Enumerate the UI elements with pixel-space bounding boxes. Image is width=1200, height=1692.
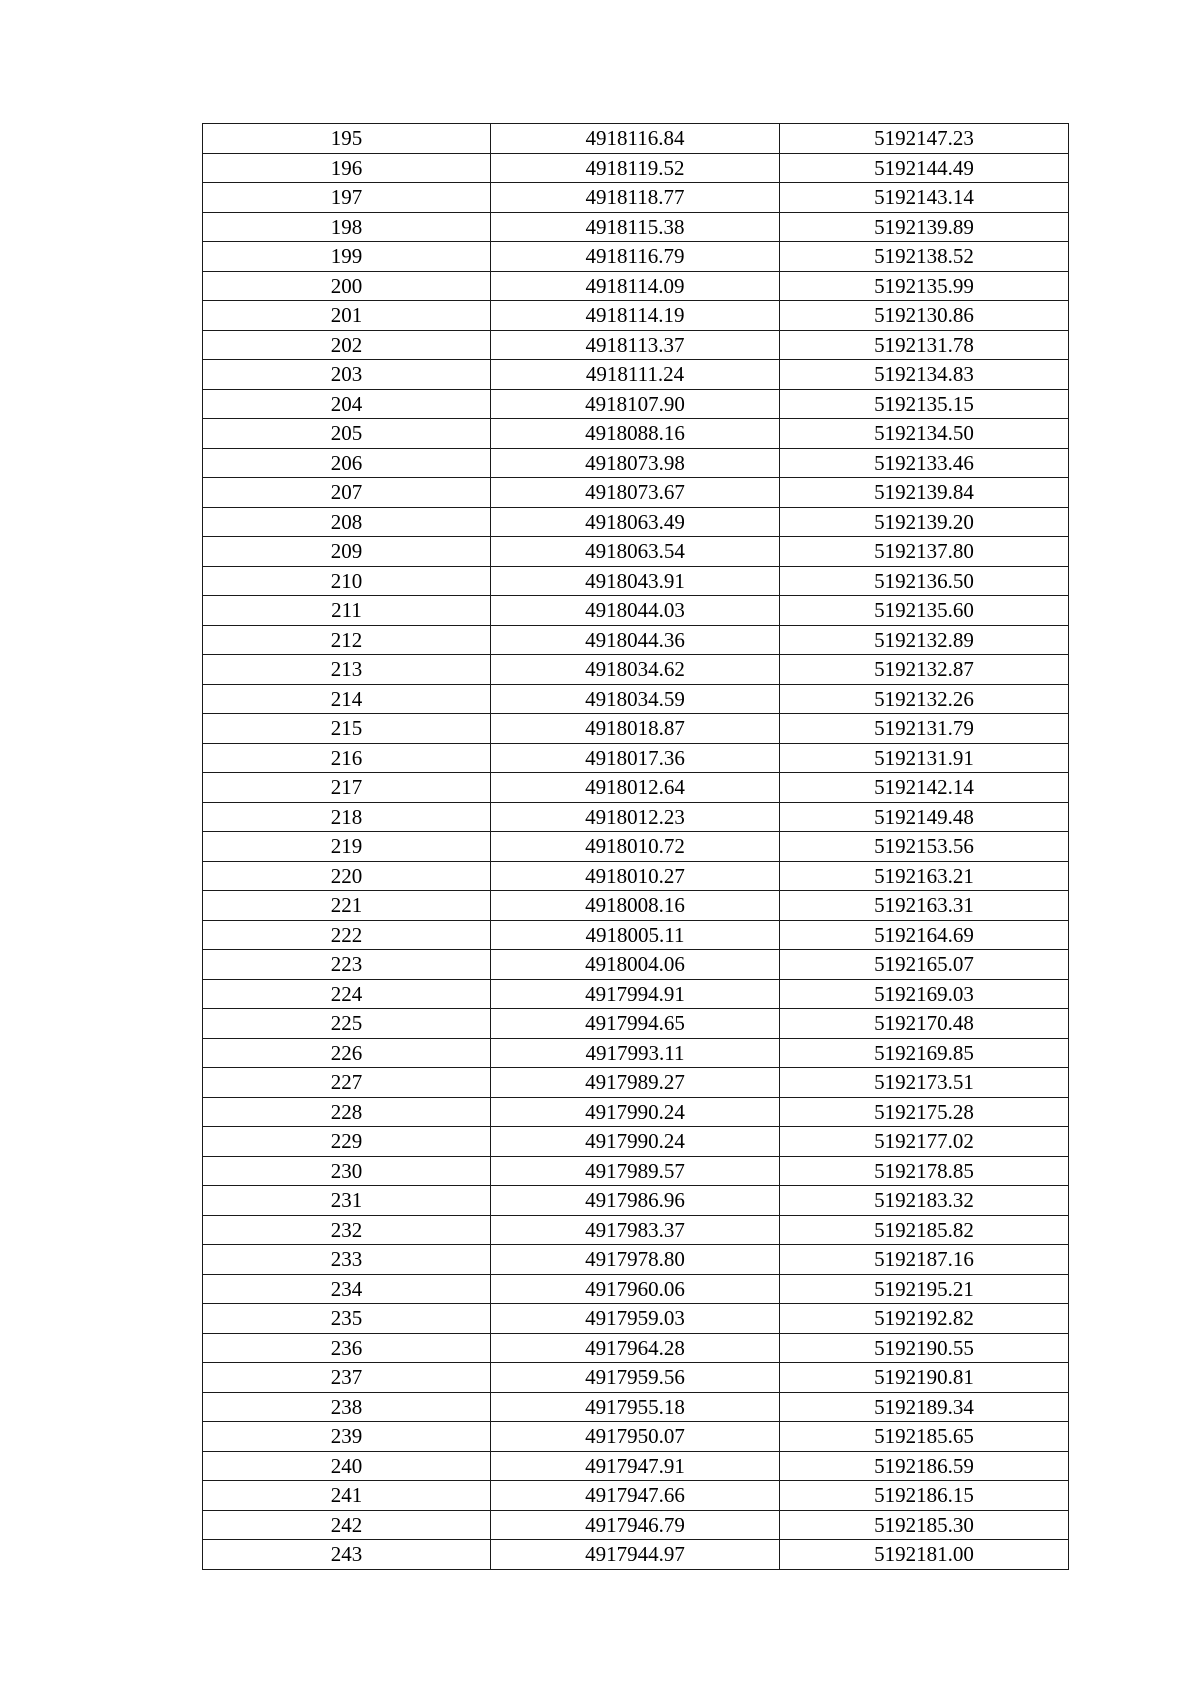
- y-coordinate-cell: 5192169.03: [780, 979, 1069, 1009]
- table-row: [203, 832, 1069, 862]
- table-row: [203, 360, 1069, 390]
- x-coordinate-cell: 4918063.54: [491, 537, 780, 567]
- y-coordinate-cell: 5192163.21: [780, 861, 1069, 891]
- y-coordinate-cell: 5192190.55: [780, 1333, 1069, 1363]
- table-row: [203, 1392, 1069, 1422]
- x-coordinate-cell: 4918114.09: [491, 271, 780, 301]
- y-coordinate-cell: 5192135.60: [780, 596, 1069, 626]
- table-row: [203, 655, 1069, 685]
- x-coordinate-cell: 4918119.52: [491, 153, 780, 183]
- table-row: [203, 1009, 1069, 1039]
- y-coordinate-cell: 5192132.89: [780, 625, 1069, 655]
- table-row: [203, 1274, 1069, 1304]
- point-number-cell: 237: [203, 1363, 491, 1393]
- x-coordinate-cell: 4918018.87: [491, 714, 780, 744]
- x-coordinate-cell: 4918005.11: [491, 920, 780, 950]
- x-coordinate-cell: 4917955.18: [491, 1392, 780, 1422]
- x-coordinate-cell: 4918017.36: [491, 743, 780, 773]
- y-coordinate-cell: 5192132.87: [780, 655, 1069, 685]
- y-coordinate-cell: 5192144.49: [780, 153, 1069, 183]
- y-coordinate-cell: 5192169.85: [780, 1038, 1069, 1068]
- table-row: [203, 537, 1069, 567]
- table-row: [203, 448, 1069, 478]
- point-number-cell: 226: [203, 1038, 491, 1068]
- x-coordinate-cell: 4918044.03: [491, 596, 780, 626]
- table-row: [203, 1186, 1069, 1216]
- point-number-cell: 222: [203, 920, 491, 950]
- point-number-cell: 241: [203, 1481, 491, 1511]
- point-number-cell: 216: [203, 743, 491, 773]
- point-number-cell: 229: [203, 1127, 491, 1157]
- table-row: [203, 271, 1069, 301]
- point-number-cell: 198: [203, 212, 491, 242]
- point-number-cell: 228: [203, 1097, 491, 1127]
- y-coordinate-cell: 5192139.84: [780, 478, 1069, 508]
- y-coordinate-cell: 5192181.00: [780, 1540, 1069, 1570]
- table-row: [203, 1481, 1069, 1511]
- table-row: [203, 153, 1069, 183]
- table-row: [203, 1451, 1069, 1481]
- point-number-cell: 236: [203, 1333, 491, 1363]
- x-coordinate-cell: 4918116.79: [491, 242, 780, 272]
- x-coordinate-cell: 4918111.24: [491, 360, 780, 390]
- table-row: [203, 183, 1069, 213]
- x-coordinate-cell: 4918118.77: [491, 183, 780, 213]
- point-number-cell: 205: [203, 419, 491, 449]
- table-row: [203, 1304, 1069, 1334]
- table-row: [203, 478, 1069, 508]
- y-coordinate-cell: 5192185.82: [780, 1215, 1069, 1245]
- x-coordinate-cell: 4918107.90: [491, 389, 780, 419]
- y-coordinate-cell: 5192185.65: [780, 1422, 1069, 1452]
- point-number-cell: 196: [203, 153, 491, 183]
- x-coordinate-cell: 4917994.91: [491, 979, 780, 1009]
- y-coordinate-cell: 5192131.78: [780, 330, 1069, 360]
- point-number-cell: 234: [203, 1274, 491, 1304]
- table-row: [203, 1245, 1069, 1275]
- y-coordinate-cell: 5192153.56: [780, 832, 1069, 862]
- point-number-cell: 227: [203, 1068, 491, 1098]
- y-coordinate-cell: 5192175.28: [780, 1097, 1069, 1127]
- table-row: [203, 979, 1069, 1009]
- x-coordinate-cell: 4917994.65: [491, 1009, 780, 1039]
- point-number-cell: 233: [203, 1245, 491, 1275]
- table-row: [203, 1038, 1069, 1068]
- y-coordinate-cell: 5192139.20: [780, 507, 1069, 537]
- table-row: [203, 330, 1069, 360]
- table-row: [203, 389, 1069, 419]
- x-coordinate-cell: 4917990.24: [491, 1097, 780, 1127]
- y-coordinate-cell: 5192137.80: [780, 537, 1069, 567]
- point-number-cell: 215: [203, 714, 491, 744]
- table-row: [203, 1422, 1069, 1452]
- point-number-cell: 201: [203, 301, 491, 331]
- x-coordinate-cell: 4917950.07: [491, 1422, 780, 1452]
- y-coordinate-cell: 5192130.86: [780, 301, 1069, 331]
- x-coordinate-cell: 4917946.79: [491, 1510, 780, 1540]
- point-number-cell: 195: [203, 124, 491, 154]
- y-coordinate-cell: 5192142.14: [780, 773, 1069, 803]
- table-row: [203, 684, 1069, 714]
- y-coordinate-cell: 5192186.15: [780, 1481, 1069, 1511]
- point-number-cell: 207: [203, 478, 491, 508]
- point-number-cell: 206: [203, 448, 491, 478]
- x-coordinate-cell: 4918088.16: [491, 419, 780, 449]
- table-row: [203, 743, 1069, 773]
- table-row: [203, 625, 1069, 655]
- point-number-cell: 242: [203, 1510, 491, 1540]
- point-number-cell: 203: [203, 360, 491, 390]
- point-number-cell: 225: [203, 1009, 491, 1039]
- point-number-cell: 210: [203, 566, 491, 596]
- table-row: [203, 212, 1069, 242]
- point-number-cell: 208: [203, 507, 491, 537]
- x-coordinate-cell: 4918113.37: [491, 330, 780, 360]
- x-coordinate-cell: 4917989.27: [491, 1068, 780, 1098]
- point-number-cell: 230: [203, 1156, 491, 1186]
- x-coordinate-cell: 4917978.80: [491, 1245, 780, 1275]
- point-number-cell: 224: [203, 979, 491, 1009]
- y-coordinate-cell: 5192149.48: [780, 802, 1069, 832]
- point-number-cell: 209: [203, 537, 491, 567]
- x-coordinate-cell: 4918114.19: [491, 301, 780, 331]
- point-number-cell: 239: [203, 1422, 491, 1452]
- x-coordinate-cell: 4918063.49: [491, 507, 780, 537]
- x-coordinate-cell: 4917947.66: [491, 1481, 780, 1511]
- y-coordinate-cell: 5192192.82: [780, 1304, 1069, 1334]
- table-row: [203, 1540, 1069, 1570]
- x-coordinate-cell: 4917959.56: [491, 1363, 780, 1393]
- coordinates-table-body: [203, 124, 1069, 1570]
- table-row: [203, 891, 1069, 921]
- x-coordinate-cell: 4918034.62: [491, 655, 780, 685]
- y-coordinate-cell: 5192134.83: [780, 360, 1069, 390]
- table-row: [203, 1333, 1069, 1363]
- table-row: [203, 301, 1069, 331]
- y-coordinate-cell: 5192139.89: [780, 212, 1069, 242]
- x-coordinate-cell: 4918073.67: [491, 478, 780, 508]
- table-row: [203, 1097, 1069, 1127]
- point-number-cell: 204: [203, 389, 491, 419]
- y-coordinate-cell: 5192183.32: [780, 1186, 1069, 1216]
- point-number-cell: 218: [203, 802, 491, 832]
- x-coordinate-cell: 4918044.36: [491, 625, 780, 655]
- y-coordinate-cell: 5192170.48: [780, 1009, 1069, 1039]
- table-row: [203, 1156, 1069, 1186]
- x-coordinate-cell: 4918010.27: [491, 861, 780, 891]
- x-coordinate-cell: 4917964.28: [491, 1333, 780, 1363]
- point-number-cell: 220: [203, 861, 491, 891]
- point-number-cell: 231: [203, 1186, 491, 1216]
- point-number-cell: 223: [203, 950, 491, 980]
- x-coordinate-cell: 4918073.98: [491, 448, 780, 478]
- x-coordinate-cell: 4918034.59: [491, 684, 780, 714]
- table-row: [203, 950, 1069, 980]
- point-number-cell: 214: [203, 684, 491, 714]
- y-coordinate-cell: 5192132.26: [780, 684, 1069, 714]
- y-coordinate-cell: 5192134.50: [780, 419, 1069, 449]
- point-number-cell: 235: [203, 1304, 491, 1334]
- y-coordinate-cell: 5192185.30: [780, 1510, 1069, 1540]
- point-number-cell: 219: [203, 832, 491, 862]
- y-coordinate-cell: 5192133.46: [780, 448, 1069, 478]
- y-coordinate-cell: 5192177.02: [780, 1127, 1069, 1157]
- y-coordinate-cell: 5192190.81: [780, 1363, 1069, 1393]
- y-coordinate-cell: 5192131.79: [780, 714, 1069, 744]
- point-number-cell: 243: [203, 1540, 491, 1570]
- x-coordinate-cell: 4918012.64: [491, 773, 780, 803]
- x-coordinate-cell: 4917960.06: [491, 1274, 780, 1304]
- coordinates-table: [202, 123, 1069, 1570]
- table-row: [203, 507, 1069, 537]
- point-number-cell: 197: [203, 183, 491, 213]
- x-coordinate-cell: 4917990.24: [491, 1127, 780, 1157]
- x-coordinate-cell: 4917993.11: [491, 1038, 780, 1068]
- y-coordinate-cell: 5192147.23: [780, 124, 1069, 154]
- y-coordinate-cell: 5192186.59: [780, 1451, 1069, 1481]
- x-coordinate-cell: 4917947.91: [491, 1451, 780, 1481]
- x-coordinate-cell: 4918116.84: [491, 124, 780, 154]
- point-number-cell: 212: [203, 625, 491, 655]
- x-coordinate-cell: 4917959.03: [491, 1304, 780, 1334]
- x-coordinate-cell: 4917989.57: [491, 1156, 780, 1186]
- y-coordinate-cell: 5192178.85: [780, 1156, 1069, 1186]
- table-row: [203, 242, 1069, 272]
- point-number-cell: 232: [203, 1215, 491, 1245]
- y-coordinate-cell: 5192138.52: [780, 242, 1069, 272]
- y-coordinate-cell: 5192164.69: [780, 920, 1069, 950]
- y-coordinate-cell: 5192165.07: [780, 950, 1069, 980]
- x-coordinate-cell: 4918043.91: [491, 566, 780, 596]
- x-coordinate-cell: 4918008.16: [491, 891, 780, 921]
- table-row: [203, 773, 1069, 803]
- table-row: [203, 1215, 1069, 1245]
- table-row: [203, 861, 1069, 891]
- x-coordinate-cell: 4918012.23: [491, 802, 780, 832]
- y-coordinate-cell: 5192173.51: [780, 1068, 1069, 1098]
- table-row: [203, 1068, 1069, 1098]
- point-number-cell: 199: [203, 242, 491, 272]
- y-coordinate-cell: 5192163.31: [780, 891, 1069, 921]
- table-row: [203, 802, 1069, 832]
- y-coordinate-cell: 5192131.91: [780, 743, 1069, 773]
- y-coordinate-cell: 5192189.34: [780, 1392, 1069, 1422]
- table-row: [203, 1363, 1069, 1393]
- x-coordinate-cell: 4917983.37: [491, 1215, 780, 1245]
- point-number-cell: 217: [203, 773, 491, 803]
- x-coordinate-cell: 4918010.72: [491, 832, 780, 862]
- table-row: [203, 596, 1069, 626]
- y-coordinate-cell: 5192135.15: [780, 389, 1069, 419]
- point-number-cell: 238: [203, 1392, 491, 1422]
- table-row: [203, 419, 1069, 449]
- x-coordinate-cell: 4917944.97: [491, 1540, 780, 1570]
- y-coordinate-cell: 5192136.50: [780, 566, 1069, 596]
- point-number-cell: 211: [203, 596, 491, 626]
- y-coordinate-cell: 5192143.14: [780, 183, 1069, 213]
- x-coordinate-cell: 4918004.06: [491, 950, 780, 980]
- x-coordinate-cell: 4918115.38: [491, 212, 780, 242]
- point-number-cell: 240: [203, 1451, 491, 1481]
- table-row: [203, 714, 1069, 744]
- table-row: [203, 1510, 1069, 1540]
- table-row: [203, 124, 1069, 154]
- table-row: [203, 1127, 1069, 1157]
- table-row: [203, 566, 1069, 596]
- point-number-cell: 213: [203, 655, 491, 685]
- y-coordinate-cell: 5192187.16: [780, 1245, 1069, 1275]
- point-number-cell: 202: [203, 330, 491, 360]
- x-coordinate-cell: 4917986.96: [491, 1186, 780, 1216]
- table-row: [203, 920, 1069, 950]
- point-number-cell: 221: [203, 891, 491, 921]
- point-number-cell: 200: [203, 271, 491, 301]
- y-coordinate-cell: 5192135.99: [780, 271, 1069, 301]
- y-coordinate-cell: 5192195.21: [780, 1274, 1069, 1304]
